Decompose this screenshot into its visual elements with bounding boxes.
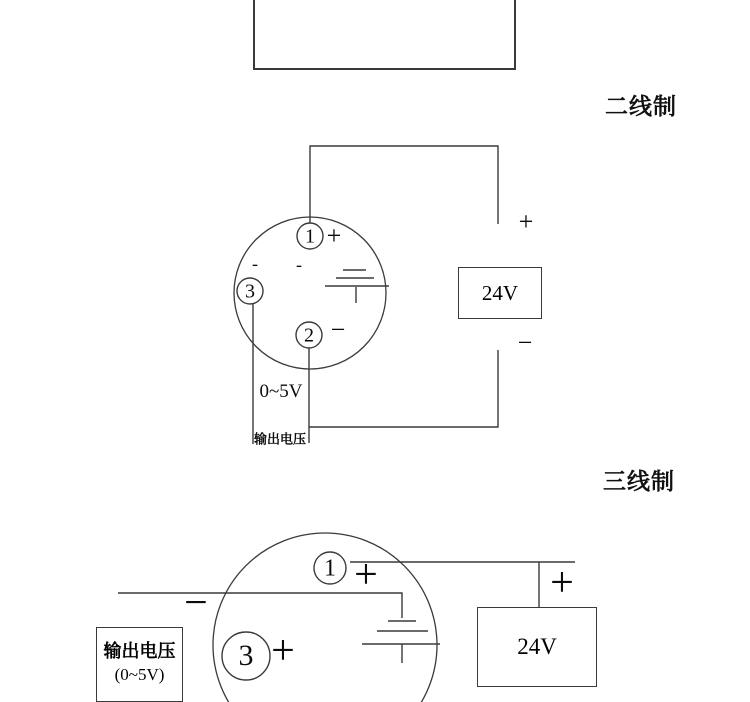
wire-terminal1-to-supply-plus [310,146,498,224]
terminal3-number-3wire: 3 [238,639,254,672]
polarity-dash-left-2wire: - [252,253,258,274]
output-voltage-box-line1: 输出电压 [103,641,176,661]
output-voltage-label-2wire: 输出电压 [253,431,307,447]
terminal3-number-2wire: 3 [245,280,255,303]
supply-24v-label-2wire: 24V [481,280,519,305]
output-voltage-box-3wire [96,627,183,702]
polarity-dash-mid-2wire: - [296,254,302,275]
supply-minus-sign-2wire: − [517,328,533,357]
terminal2-minus-sign-2wire: − [330,315,346,344]
wire-terminal2-to-supply-minus [309,348,498,443]
ground-symbol-2wire [325,270,389,303]
wire-terminal1-to-supply-plus-3wire [350,562,575,607]
terminal1-number-3wire: 1 [324,555,336,582]
ground-symbol-3wire [362,621,440,663]
output-voltage-box-line2: (0~5V) [114,665,165,684]
top-clipped-box [253,0,516,70]
terminal1-plus-sign-2wire: + [326,221,342,250]
output-minus-sign-3wire: − [184,580,208,626]
section-title-two-wire: 二线制 [605,93,677,119]
supply-plus-sign-2wire: + [518,207,534,236]
section-title-three-wire: 三线制 [603,468,675,494]
terminal3-plus-sign-3wire: + [271,628,295,674]
terminal1-plus-sign-3wire: + [354,552,378,598]
supply-24v-label-3wire: 24V [517,634,557,659]
supply-24v-box-3wire [477,607,597,687]
supply-24v-box-2wire [458,267,542,319]
output-range-label-2wire: 0~5V [259,381,303,402]
terminal2-number-2wire: 2 [304,324,314,347]
supply-plus-sign-3wire: + [550,560,574,606]
terminal1-number-2wire: 1 [305,225,315,248]
